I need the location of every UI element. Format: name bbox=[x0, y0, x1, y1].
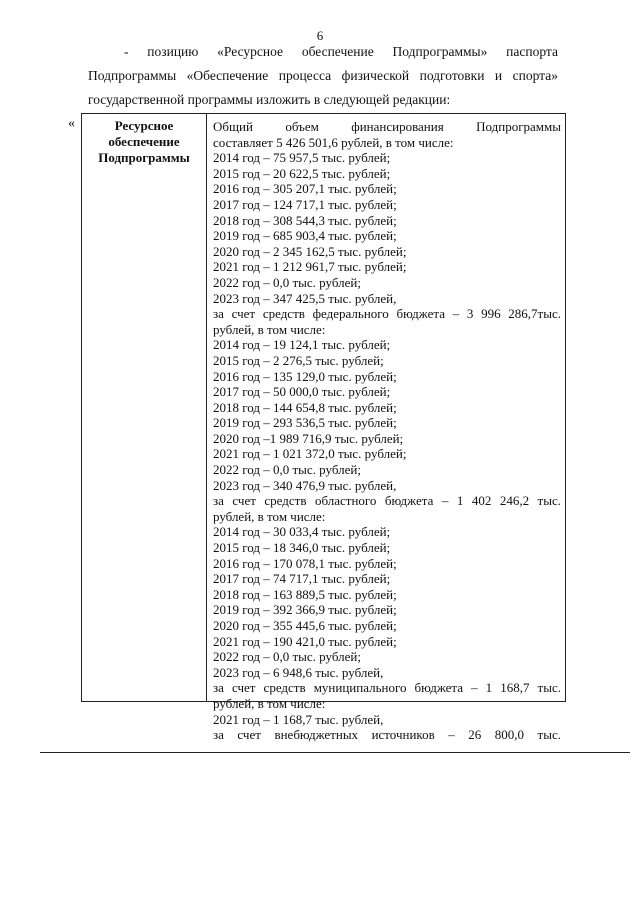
funding-line: 2019 год – 293 536,5 тыс. рублей; bbox=[213, 415, 397, 431]
funding-line: 2022 год – 0,0 тыс. рублей; bbox=[213, 274, 361, 290]
funding-line: 2016 год – 135 129,0 тыс. рублей; bbox=[213, 368, 397, 384]
funding-line: 2014 год – 75 957,5 тыс. рублей; bbox=[213, 150, 391, 166]
funding-line: рублей, в том числе: bbox=[213, 321, 326, 337]
funding-line: 2022 год – 0,0 тыс. рублей; bbox=[213, 462, 361, 478]
funding-line: за счет средств областного бюджета – 1 402 246,2 тыс. bbox=[213, 493, 561, 509]
funding-line: 2015 год – 20 622,5 тыс. рублей; bbox=[213, 165, 391, 181]
funding-line: рублей, в том числе: bbox=[213, 508, 326, 524]
funding-line: 2023 год – 347 425,5 тыс. рублей, bbox=[213, 290, 397, 306]
funding-line: 2021 год – 1 021 372,0 тыс. рублей; bbox=[213, 446, 407, 462]
funding-line: 2016 год – 170 078,1 тыс. рублей; bbox=[213, 555, 397, 571]
funding-line: 2017 год – 50 000,0 тыс. рублей; bbox=[213, 384, 391, 400]
funding-line: 2015 год – 2 276,5 тыс. рублей; bbox=[213, 352, 384, 368]
funding-line: 2016 год – 305 207,1 тыс. рублей; bbox=[213, 181, 397, 197]
column-divider bbox=[206, 114, 207, 701]
funding-line: 2017 год – 124 717,1 тыс. рублей; bbox=[213, 196, 397, 212]
row-label bbox=[82, 118, 206, 166]
funding-line: 2020 год – 355 445,6 тыс. рублей; bbox=[213, 618, 397, 633]
funding-text bbox=[213, 119, 561, 743]
funding-line: 2018 год – 308 544,3 тыс. рублей; bbox=[213, 212, 397, 228]
row-label-line: обеспечение bbox=[108, 134, 180, 149]
funding-line: 2015 год – 18 346,0 тыс. рублей; bbox=[213, 540, 391, 556]
opening-quote-mark: « bbox=[68, 116, 75, 131]
funding-line: за счет средств федерального бюджета – 3 996 286,7тыс. bbox=[213, 306, 561, 322]
row-label-line: Подпрограммы bbox=[98, 150, 190, 165]
funding-line: 2023 год – 6 948,6 тыс. рублей, bbox=[213, 664, 384, 680]
funding-line: 2022 год – 0,0 тыс. рублей; bbox=[213, 649, 361, 665]
funding-line: 2018 год – 163 889,5 тыс. рублей; bbox=[213, 586, 397, 602]
intro-line-1: - позицию «Ресурсное обеспечение Подпрограммы» паспорта bbox=[124, 44, 558, 59]
funding-line: 2021 год – 1 168,7 тыс. рублей, bbox=[213, 711, 384, 727]
funding-line: 2019 год – 685 903,4 тыс. рублей; bbox=[213, 228, 397, 244]
funding-line: 2020 год –1 989 716,9 тыс. рублей; bbox=[213, 430, 404, 446]
page-number: 6 bbox=[316, 28, 324, 43]
intro-line-3: государственной программы изложить в следующей редакции: bbox=[88, 92, 451, 107]
funding-line: 2023 год – 340 476,9 тыс. рублей, bbox=[213, 477, 397, 493]
intro-line-2: Подпрограммы «Обеспечение процесса физической подготовки и спорта» bbox=[88, 68, 558, 83]
funding-line: 2021 год – 1 212 961,7 тыс. рублей; bbox=[213, 259, 407, 275]
funding-line: 2021 год – 190 421,0 тыс. рублей; bbox=[213, 633, 397, 649]
funding-line: рублей, в том числе: bbox=[213, 695, 326, 711]
funding-line: 2014 год – 30 033,4 тыс. рублей; bbox=[213, 524, 391, 540]
funding-line: за счет средств муниципального бюджета – 1 168,7 тыс. bbox=[213, 680, 561, 696]
funding-line: 2017 год – 74 717,1 тыс. рублей; bbox=[213, 571, 391, 587]
funding-line: 2020 год – 2 345 162,5 тыс. рублей; bbox=[213, 243, 407, 259]
funding-line: 2019 год – 392 366,9 тыс. рублей; bbox=[213, 602, 397, 618]
funding-line: Общий объем финансирования Подпрограммы bbox=[213, 119, 561, 134]
funding-line: 2018 год – 144 654,8 тыс. рублей; bbox=[213, 399, 397, 415]
resource-table bbox=[81, 113, 566, 743]
row-label-line: Ресурсное bbox=[114, 118, 174, 133]
funding-line: 2014 год – 19 124,1 тыс. рублей; bbox=[213, 337, 391, 353]
funding-line: составляет 5 426 501,6 рублей, в том числе: bbox=[213, 134, 454, 150]
page-bottom-rule bbox=[40, 752, 630, 753]
funding-line: за счет внебюджетных источников – 26 800,0 тыс. bbox=[213, 727, 561, 743]
